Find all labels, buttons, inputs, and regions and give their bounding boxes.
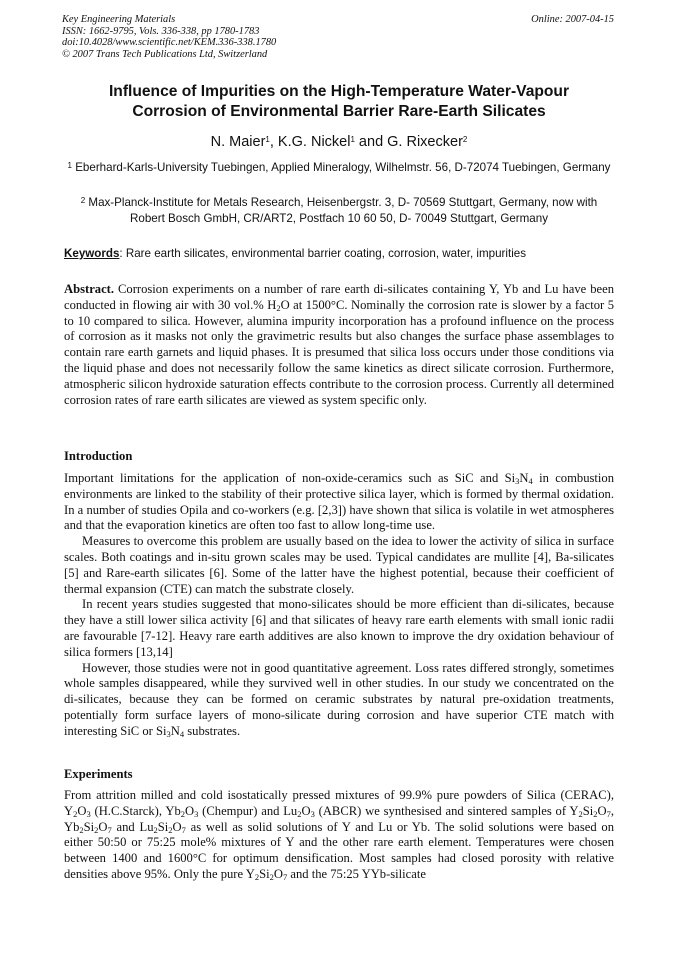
author-1: N. Maier <box>210 134 266 150</box>
experiments-heading: Experiments <box>64 767 133 781</box>
intro-p4-text-a: However, those studies were not in good quantitative agreement. Loss rates differed strongly, sometimes whole samples disappeared, while they survived well in other studies. In our study we concentrated on the di-silicates, because they can be formed on ceramic substrates by natural pre-oxidation treatments, potentially form surface layers of mono-silicate during corrosion and have superior CTE match with interesting SiC or Si <box>64 660 614 738</box>
doi-line: doi:10.4028/www.scientific.net/KEM.336-338.1780 <box>62 37 277 49</box>
abstract-text-2: O at 1500°C. Nominally the corrosion rate is slower by a factor 5 to 10 compared to silica. However, alumina impurity incorporation has a profound influence on the process of corrosion as it masks not only the gravimetric results but also changes the surface phase assemblages to contain rare earth garnets and liquid phases. It is presumed that silica loss occurs under those conditions via the liquid phase and does not necessarily follow the same kinetics as direct silicate corrosion. Furthermore, atmospheric silicon hydroxide saturation effects contribute to the corrosion process. Currently all determined corrosion rates of rare earth silicates are viewed as system specific only. <box>64 297 615 407</box>
exp-sub: 7 <box>181 824 186 835</box>
exp-text: and Lu <box>111 819 154 834</box>
author-3: and G. Rixecker <box>354 134 463 150</box>
author-3-affil: 2 <box>462 135 468 144</box>
abstract-text-1: Corrosion experiments on a number of rare earth di-silicates containing Y, Yb and Lu have been conducted in flowing air with 30 vol.% H <box>64 282 614 312</box>
exp-text: O <box>273 866 283 881</box>
exp-text: O <box>185 803 195 818</box>
intro-paragraph-3: In recent years studies suggested that mono-silicates should be more efficient than di-silicates, because they have a still lower silica activity [6] and that silicates of heavy rare earth elements with small ionic radii are favourable [7-12]. Heavy rare earth additives are also known to improve the dry oxidation behaviour of silica formers [13,14] <box>64 597 614 659</box>
exp-text: and the 75:25 YYb-silicate <box>287 866 426 881</box>
exp-sub: 3 <box>310 808 315 819</box>
exp-text: O <box>77 803 87 818</box>
exp-sub: 2 <box>79 824 84 835</box>
intro-p4-sub-2: 4 <box>179 728 185 739</box>
introduction-section <box>64 471 614 740</box>
intro-paragraph-4 <box>64 661 614 740</box>
exp-sub: 2 <box>593 808 598 819</box>
intro-p1-sub-1: 3 <box>515 476 520 486</box>
intro-p4-text-c: substrates. <box>184 723 241 738</box>
exp-sub: 2 <box>180 808 186 819</box>
author-2: , K.G. Nickel <box>269 134 351 150</box>
abstract-label: Abstract. <box>64 282 115 296</box>
exp-sub: 7 <box>282 871 288 882</box>
exp-text: From attrition milled and cold isostatically pressed mixtures of 99.9% pure powders of Silica (CERAC), Y <box>64 788 614 818</box>
exp-sub: 2 <box>254 871 260 882</box>
exp-sub: 2 <box>578 808 583 819</box>
affiliation-2-number: 2 <box>80 196 86 205</box>
exp-sub: 2 <box>153 824 158 835</box>
title-line-1: Influence of Impurities on the High-Temperature Water-Vapour <box>108 83 570 100</box>
author-list <box>40 133 638 151</box>
exp-sub: 3 <box>86 808 91 819</box>
affiliation-1-text: Eberhard-Karls-University Tuebingen, Applied Mineralogy, Wilhelmstr. 56, D-72074 Tuebingen, Germany <box>71 161 611 174</box>
exp-text: , Yb <box>64 803 614 834</box>
exp-text: Si <box>157 819 169 834</box>
exp-sub: 2 <box>168 824 173 835</box>
exp-sub: 2 <box>94 824 99 835</box>
abstract-sub: 2 <box>276 302 281 313</box>
keywords-text: : Rare earth silicates, environmental barrier coating, corrosion, water, impurities <box>119 247 527 260</box>
exp-text: as well as solid solutions of Y and Lu or Yb. The solid solutions were based on either 50:50 or 75:25 mole% mixtures of Y and the other rare earth element. Temperatures were chosen between 1400 and 1600°C for optimum densification. Most samples had closed porosity with relative densities above 95%. Only the pure Y <box>64 819 614 881</box>
exp-text: (H.C.Starck), Yb <box>90 803 181 818</box>
keywords <box>64 246 638 262</box>
exp-sub: 3 <box>194 808 199 819</box>
keywords-label: Keywords <box>64 247 120 260</box>
exp-sub: 2 <box>297 808 302 819</box>
exp-text: (ABCR) we synthesised and sintered samples of Y <box>314 803 579 818</box>
online-date: Online: 2007-04-15 <box>531 14 614 25</box>
intro-p4-sub-1: 3 <box>166 728 171 739</box>
author-2-affil: 1 <box>350 135 355 144</box>
intro-paragraph-1 <box>64 471 614 534</box>
affiliation-1-number: 1 <box>67 161 72 170</box>
exp-text: O <box>597 803 607 818</box>
intro-p4-text-b: N <box>170 723 180 738</box>
exp-sub: 2 <box>73 808 78 819</box>
intro-paragraph-2: Measures to overcome this problem are usually based on the idea to lower the activity of silica in surface scales. Both coatings and in-situ grown scales may be used. Typical candidates are mullite [4], Ba-silicates [5] and Rare-earth silicates [6]. Some of the latter have the highest potential, because their coefficient of thermal expansion (CTE) can match the substrate closely. <box>64 534 614 596</box>
intro-p1-text-b: N <box>519 471 529 485</box>
exp-text: Si <box>582 803 594 818</box>
affiliation-2 <box>64 195 614 227</box>
exp-sub: 7 <box>606 808 611 819</box>
exp-text: Si <box>259 866 270 881</box>
exp-text: (Chempur) and Lu <box>198 803 298 818</box>
exp-sub: 2 <box>269 871 274 882</box>
paper-title <box>40 82 638 122</box>
author-1-affil: 1 <box>265 135 270 144</box>
experiments-section <box>64 788 614 883</box>
abstract <box>64 282 614 408</box>
affiliation-1 <box>64 160 614 176</box>
exp-text: Si <box>83 819 95 834</box>
exp-text: O <box>301 803 311 818</box>
journal-header <box>62 14 614 60</box>
affiliation-2-text: Max-Planck-Institute for Metals Research, Heisenbergstr. 3, D- 70569 Stuttgart, Germany, now with Robert Bosch GmbH, CR/ART2, Postfach 10 60 50, D- 70049 Stuttgart, Germany <box>85 196 598 226</box>
experiments-paragraph <box>64 788 614 883</box>
title-line-2: Corrosion of Environmental Barrier Rare-Earth Silicates <box>132 103 546 120</box>
issn-line: ISSN: 1662-9795, Vols. 336-338, pp 1780-1783 <box>62 25 260 37</box>
exp-text: O <box>98 819 108 834</box>
intro-p1-text-a: Important limitations for the application of non-oxide-ceramics such as SiC and Si <box>64 471 516 485</box>
abstract-paragraph <box>64 282 614 408</box>
exp-sub: 7 <box>107 824 112 835</box>
copyright-line: © 2007 Trans Tech Publications Ltd, Switzerland <box>62 48 268 60</box>
intro-p1-text-c: in combustion environments are linked to the stability of their protective silica layer, which is formed by thermal oxidation. In a number of studies Opila and co-workers (e.g. [2,3]) have shown that silica is volatile in wet atmospheres and that the evaporation kinetics are often too fast to allow long-time use. <box>64 471 614 533</box>
intro-p1-sub-2: 4 <box>528 476 533 486</box>
journal-name: Key Engineering Materials <box>62 14 176 25</box>
exp-text: O <box>172 819 182 834</box>
introduction-heading: Introduction <box>64 449 133 463</box>
